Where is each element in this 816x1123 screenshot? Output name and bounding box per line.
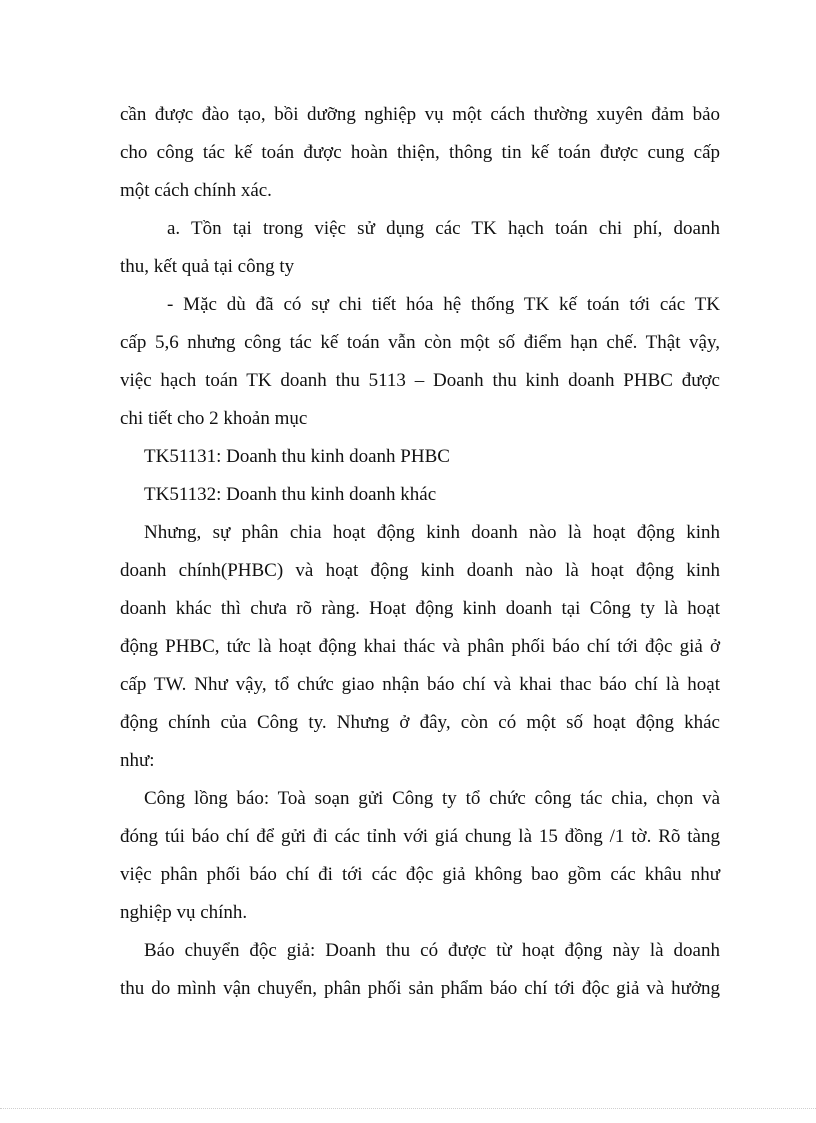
text-line: cho công tác kế toán được hoàn thiện, thông tin kế toán được cung cấp [120,142,720,163]
text-line: cấp 5,6 nhưng công tác kế toán vẫn còn một số điểm hạn chế. Thật vậy, [120,332,720,353]
text-line: cần được đào tạo, bồi dưỡng nghiệp vụ một cách thường xuyên đảm bảo [120,104,720,125]
text-line: chi tiết cho 2 khoản mục [120,408,308,429]
text-line: động chính của Công ty. Nhưng ở đây, còn có một số hoạt động khác [120,712,720,733]
paragraph-bao-chuyen-doc-gia [120,932,720,1008]
text-line: TK51131: Doanh thu kinh doanh PHBC [144,446,450,467]
section-heading-a [120,210,720,286]
text-line: việc phân phối báo chí đi tới các độc giả không bao gồm các khâu như [120,864,720,885]
bullet-item [120,286,720,438]
text-line: cấp TW. Như vậy, tổ chức giao nhận báo chí và khai thac báo chí là hoạt [120,674,720,695]
text-line: thu, kết quả tại công ty [120,256,295,277]
text-line: việc hạch toán TK doanh thu 5113 – Doanh thu kinh doanh PHBC được [120,370,720,391]
text-line: a. Tồn tại trong việc sử dụng các TK hạch toán chi phí, doanh [167,218,720,239]
text-line: như: [120,750,155,771]
text-line: Nhưng, sự phân chia hoạt động kinh doanh nào là hoạt động kinh [144,522,720,543]
account-entry-51131 [120,438,720,476]
text-line: doanh khác thì chưa rõ ràng. Hoạt động kinh doanh tại Công ty là hoạt [120,598,720,619]
text-line: TK51132: Doanh thu kinh doanh khác [144,484,437,505]
text-line: Báo chuyển độc giả: Doanh thu có được từ hoạt động này là doanh [144,940,720,961]
text-line: - Mặc dù đã có sự chi tiết hóa hệ thống TK kế toán tới các TK [167,294,720,315]
paragraph-nhung [120,514,720,780]
account-entry-51132 [120,476,720,514]
text-line: động PHBC, tức là hoạt động khai thác và phân phối báo chí tới độc giả ở [120,636,720,657]
text-line: nghiệp vụ chính. [120,902,248,923]
page-bottom-divider [0,1108,816,1109]
text-line: Công lồng báo: Toà soạn gửi Công ty tổ chức công tác chia, chọn và [144,788,720,809]
text-line: đóng túi báo chí để gửi đi các tỉnh với giá chung là 15 đồng /1 tờ. Rõ tàng [120,826,720,847]
text-line: doanh chính(PHBC) và hoạt động kinh doanh nào là hoạt động kinh [120,560,720,581]
paragraph-cong-long-bao [120,780,720,932]
document-body [120,96,720,1008]
text-line: thu do mình vận chuyển, phân phối sản phẩm báo chí tới độc giả và hưởng [120,978,720,999]
paragraph-intro-continuation [120,96,720,210]
text-line: một cách chính xác. [120,180,272,201]
